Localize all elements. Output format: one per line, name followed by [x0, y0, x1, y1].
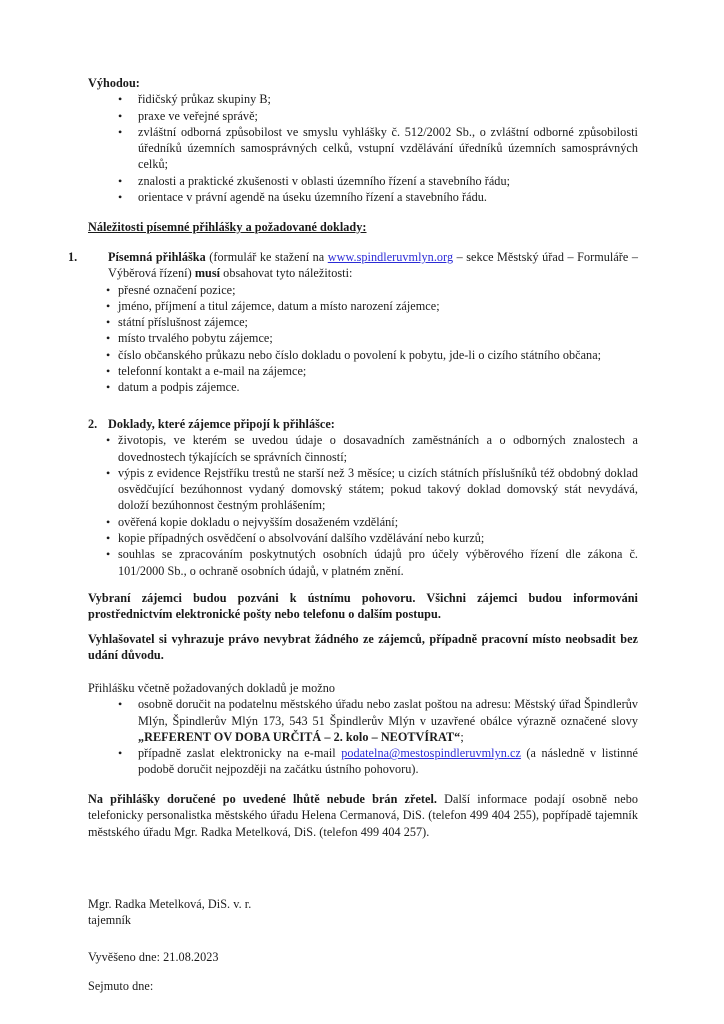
signature-name: Mgr. Radka Metelková, DiS. v. r.: [88, 897, 252, 911]
submission-section: [88, 680, 638, 778]
list-item: • jméno, příjmení a titul zájemce, datum a místo narození zájemce;: [106, 298, 440, 313]
bullet-icon: •: [106, 298, 111, 313]
list-item: • případně zaslat elektronicky na e-mail podatelna@mestospindleruvmlyn.cz (a následně v listinné podobě doručit nejpozději na začátku ústního pohovoru).: [118, 746, 639, 777]
deadline-paragraph: Na přihlášky doručené po uvedené lhůtě nebude brán zřetel. Další informace podají osobně nebo telefonicky personalistka městského úřadu Helena Cermanová, DiS. (telefon 499 404 255), popřípadě tajemník městského úřadu Mgr. Radka Metelková, DiS. (telefon 499 404 257).: [88, 792, 638, 839]
bullet-icon: •: [106, 315, 111, 330]
list-item: • státní příslušnost zájemce;: [106, 315, 248, 330]
submission-intro: Přihlášku včetně požadovaných dokladů je možno: [88, 681, 335, 695]
list-item: • telefonní kontakt a e-mail na zájemce;: [106, 364, 307, 379]
list-item: • ověřená kopie dokladu o nejvyšším dosaženém vzdělání;: [106, 514, 399, 529]
list-item: • orientace v právní agendě na úseku územního řízení a stavebního řádu.: [118, 190, 487, 205]
list-item: • zvláštní odborná způsobilost ve smyslu vyhlášky č. 512/2002 Sb., o zvláštní odborné způsobilosti úředníků územních samosprávných celků, vstupní vzdělávání úředníků územních samosprávných celků;: [118, 124, 638, 172]
requirement-item-1-text: 1. Písemná přihláška (formulář ke stažení na www.spindleruvmlyn.org – sekce Městský úřad – Formuláře – Výběrová řízení) musí obsahovat tyto náležitosti:: [68, 250, 638, 281]
bullet-icon: •: [118, 124, 123, 139]
submission-list: [88, 696, 638, 777]
posted-date: Vyvěšeno dne: 21.08.2023: [88, 950, 219, 964]
bullet-icon: •: [118, 190, 123, 205]
bullet-icon: •: [118, 173, 123, 188]
email-link[interactable]: podatelna@mestospindleruvmlyn.cz: [341, 746, 521, 761]
list-item: • životopis, ve kterém se uvedou údaje o dosavadních zaměstnáních a o odborných znalostech a dovednostech týkajících se správních činností;: [106, 433, 638, 464]
bullet-icon: •: [106, 282, 111, 297]
bullet-icon: •: [106, 331, 111, 346]
requirement-item-1: [68, 249, 638, 396]
list-item: • znalosti a praktické zkušenosti v oblasti územního řízení a stavebního řádu;: [118, 173, 511, 188]
list-item: • praxe ve veřejné správě;: [118, 108, 258, 123]
envelope-label: „REFERENT OV DOBA URČITÁ – 2. kolo – NEOTVÍRAT“: [138, 729, 461, 744]
signature-role: tajemník: [88, 913, 132, 927]
bullet-icon: •: [106, 433, 111, 448]
bullet-icon: •: [106, 547, 111, 562]
rights-notice: Vyhlašovatel si vyhrazuje právo nevybrat žádného ze zájemců, případně pracovní místo neobsadit bez udání důvodu.: [88, 632, 638, 663]
website-link[interactable]: www.spindleruvmlyn.org: [327, 250, 454, 264]
list-item: • řidičský průkaz skupiny B;: [118, 92, 271, 107]
advantage-list: [88, 91, 638, 205]
item-title: Písemná přihláška: [108, 250, 206, 264]
bullet-icon: •: [106, 514, 111, 529]
list-item: • osobně doručit na podatelnu městského úřadu nebo zaslat poštou na adresu: Městský úřad Špindlerův Mlýn, Špindlerův Mlýn 173, 543 51 Špindlerův Mlýn v uzavřené obálce výrazně označené slovy „REFERENT OV DOBA URČITÁ – 2. kolo – NEOTVÍRAT“;: [118, 697, 638, 744]
removed-date: Sejmuto dne:: [88, 979, 154, 993]
requirement-item-2-list: [88, 432, 638, 579]
list-item: • výpis z evidence Rejstříku trestů ne starší než 3 měsíce; u cizích státních příslušníků též obdobný doklad osvědčující bezúhonnost vydaný domovský státem; pokud takový doklad domovský stát nevydává, doloží bezúhonnost čestným prohlášením;: [106, 465, 638, 513]
list-item: • souhlas se zpracováním poskytnutých osobních údajů pro účely výběrového řízení dle zákona č. 101/2000 Sb., o ochraně osobních údajů, v platném znění.: [106, 547, 638, 578]
requirements-heading: Náležitosti písemné přihlášky a požadované doklady:: [88, 220, 367, 234]
list-item: • číslo občanského průkazu nebo číslo dokladu o povolení k pobytu, jde-li o cizího státního občana;: [106, 347, 602, 362]
bullet-icon: •: [106, 380, 111, 395]
bullet-icon: •: [106, 531, 111, 546]
list-item: • místo trvalého pobytu zájemce;: [106, 331, 273, 346]
list-item: • přesné označení pozice;: [106, 282, 236, 297]
bullet-icon: •: [118, 108, 123, 123]
list-item: • kopie případných osvědčení o absolvování dalšího vzdělávání nebo kurzů;: [106, 531, 485, 546]
advantage-heading: Výhodou:: [88, 76, 140, 90]
item-number: 1.: [68, 250, 78, 264]
requirement-item-1-list: [88, 282, 638, 396]
bullet-icon: •: [118, 746, 123, 761]
bullet-icon: •: [118, 92, 123, 107]
requirement-item-2: [88, 416, 638, 579]
bullet-icon: •: [106, 364, 111, 379]
requirement-item-2-title: 2. Doklady, které zájemce připojí k přihlášce:: [88, 417, 335, 431]
bullet-icon: •: [106, 465, 111, 480]
interview-notice: Vybraní zájemci budou pozváni k ústnímu pohovoru. Všichni zájemci budou informováni prostřednictvím elektronické pošty nebo telefonu o dalším postupu.: [88, 591, 638, 622]
bullet-icon: •: [118, 697, 123, 712]
list-item: • datum a podpis zájemce.: [106, 380, 240, 395]
bullet-icon: •: [106, 347, 111, 362]
advantage-section: [88, 75, 638, 205]
